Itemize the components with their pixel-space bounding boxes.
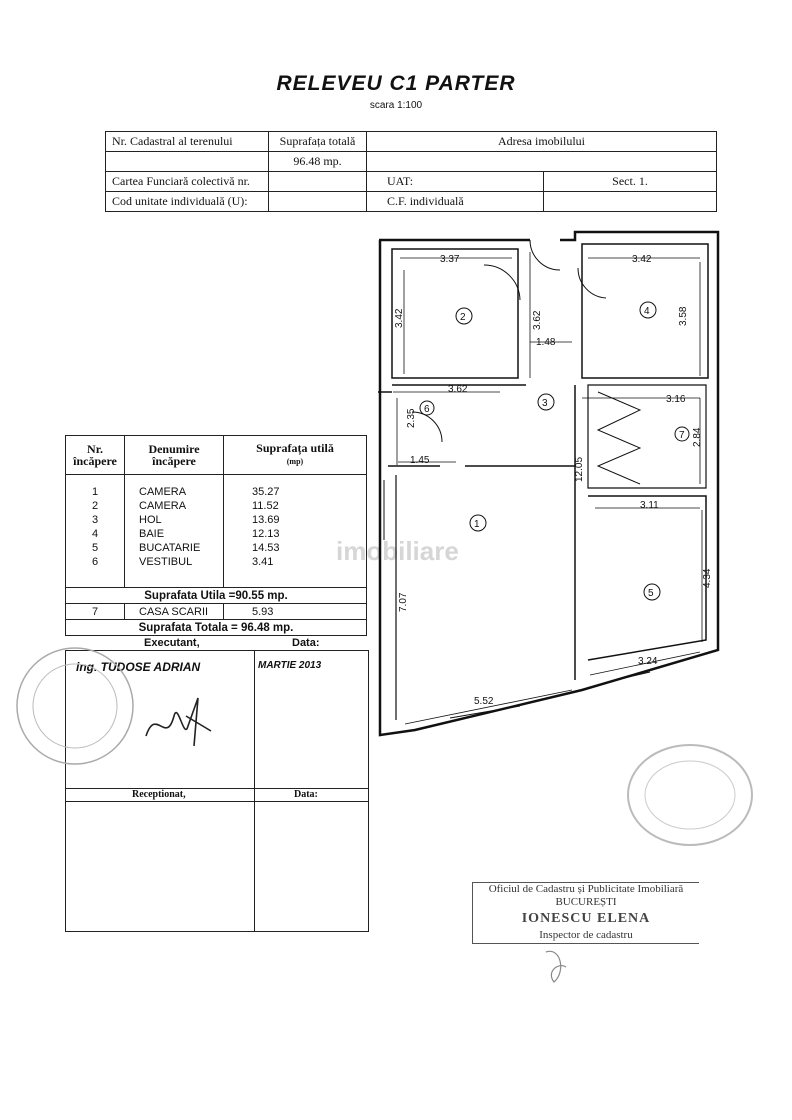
dim-4-34: 4.34: [702, 568, 713, 588]
row-name: VESTIBUL: [125, 555, 224, 569]
executant-label: Executant,: [144, 637, 200, 649]
row-nr: 7: [66, 604, 125, 620]
grand-total: Suprafata Totala = 96.48 mp.: [66, 620, 367, 636]
room-number-7: 7: [679, 430, 685, 441]
row-name: CAMERA: [125, 499, 224, 513]
unit-code-label: Cod unitate individuală (U):: [106, 192, 269, 212]
land-book-label: Cartea Funciară colectivă nr.: [106, 172, 269, 192]
dim-1-45: 1.45: [410, 455, 430, 466]
sector-value: Sect. 1.: [544, 172, 717, 192]
useful-total: Suprafata Utila =90.55 mp.: [66, 588, 367, 604]
col-area: Suprafața utilă: [256, 441, 334, 455]
row-nr: 6: [66, 555, 125, 569]
col-nr2: încăpere: [73, 454, 117, 468]
office-line1: Oficiul de Cadastru și Publicitate Imobiliară: [488, 883, 684, 895]
room-number-5: 5: [648, 588, 654, 599]
row-name: BUCATARIE: [125, 541, 224, 555]
col-name-header: Denumire încăpere: [125, 436, 224, 475]
page-title: RELEVEU C1 PARTER: [276, 72, 516, 95]
address-label: Adresa imobilului: [367, 132, 717, 152]
uat-label: UAT:: [367, 172, 544, 192]
row-nr: 2: [66, 499, 125, 513]
row-area: 14.53: [224, 541, 367, 555]
dim-3-42-left: 3.42: [394, 308, 405, 328]
room-number-3: 3: [542, 398, 548, 409]
row-area: 35.27: [224, 475, 367, 500]
row-nr: 3: [66, 513, 125, 527]
cf-label: C.F. individuală: [367, 192, 544, 212]
dim-2-84: 2.84: [692, 427, 703, 447]
dim-3-62-vertical: 3.62: [532, 310, 543, 330]
total-area-value: 96.48 mp.: [269, 152, 367, 172]
dim-3-58: 3.58: [678, 306, 689, 326]
row-nr: 1: [66, 475, 125, 500]
receptionat-date-label: Data:: [294, 789, 318, 800]
row-area: 5.93: [224, 604, 367, 620]
dim-1-48: 1.48: [536, 337, 556, 348]
row-nr: 4: [66, 527, 125, 541]
date-label: Data:: [292, 637, 320, 649]
office-line2: BUCUREȘTI: [555, 896, 617, 908]
row-nr: 5: [66, 541, 125, 555]
room-number-4: 4: [644, 306, 650, 317]
scale-label: scara 1:100: [369, 100, 423, 111]
row-name: CASA SCARII: [125, 604, 224, 620]
dim-3-37: 3.37: [440, 254, 460, 265]
dim-7-07: 7.07: [398, 592, 409, 612]
executant-date: MARTIE 2013: [258, 660, 322, 671]
dim-3-16: 3.16: [666, 394, 686, 405]
dim-3-11: 3.11: [640, 500, 659, 511]
row-area: 3.41: [224, 555, 367, 569]
row-name: HOL: [125, 513, 224, 527]
watermark: imobiliare: [336, 536, 459, 566]
room-number-6: 6: [424, 404, 430, 415]
receptionat-label: Receptionat,: [132, 789, 186, 800]
inspector-role: Inspector de cadastru: [539, 929, 633, 941]
engineer-name: ing. TUDOSE ADRIAN: [76, 660, 201, 674]
cadastral-label: Nr. Cadastral al terenului: [106, 132, 269, 152]
dim-5-52: 5.52: [474, 696, 494, 707]
room-number-1: 1: [474, 519, 480, 530]
row-area: 13.69: [224, 513, 367, 527]
row-area: 12.13: [224, 527, 367, 541]
dim-3-42-right: 3.42: [632, 254, 652, 265]
room-number-2: 2: [460, 312, 466, 323]
inspector-name: IONESCU ELENA: [521, 911, 651, 926]
row-area: 11.52: [224, 499, 367, 513]
col-nr: Nr.: [87, 442, 103, 456]
dim-3-24: 3.24: [638, 656, 658, 667]
dim-2-35: 2.35: [406, 408, 417, 428]
dim-3-62-horizontal: 3.62: [448, 384, 468, 395]
col-area-unit: (mp): [286, 457, 304, 466]
dim-12-05: 12.05: [574, 456, 585, 482]
row-name: BAIE: [125, 527, 224, 541]
total-area-label: Suprafața totală: [269, 132, 367, 152]
row-name: CAMERA: [125, 475, 224, 500]
